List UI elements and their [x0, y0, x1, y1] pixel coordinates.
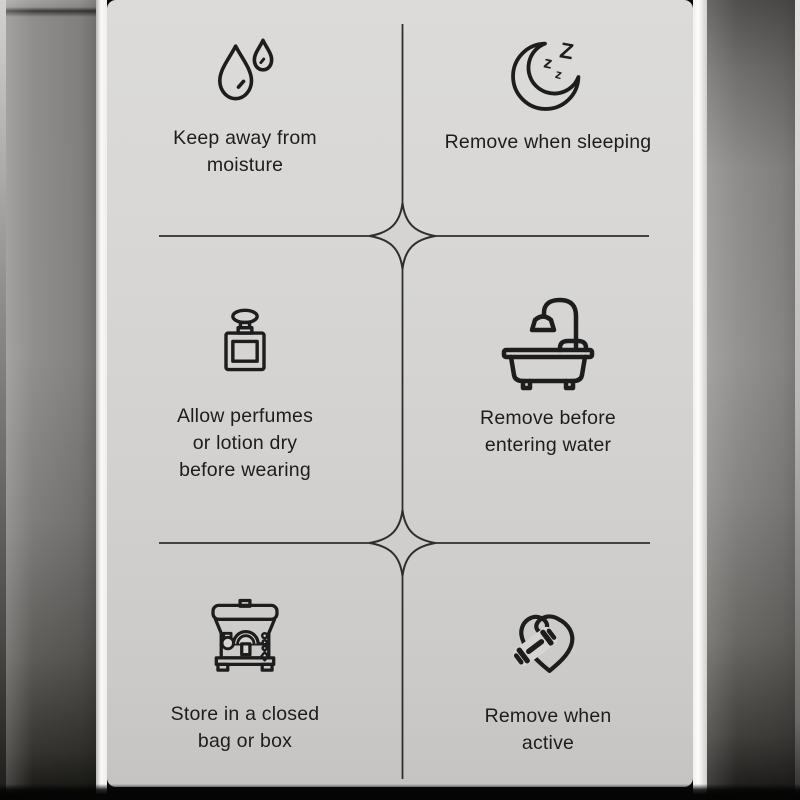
- tile-keep-away-from-moisture: [130, 36, 360, 179]
- sparkle-star-icon: [370, 510, 436, 576]
- caption-line: active: [521, 732, 575, 754]
- tile-remove-when-active: [433, 604, 663, 757]
- tile-remove-when-sleeping: [433, 36, 663, 156]
- tile-caption: [433, 405, 663, 459]
- right-rail-highlight: [693, 0, 707, 800]
- tile-caption: [130, 125, 360, 179]
- sparkle-star-icon: [370, 203, 436, 269]
- caption-line: Allow perfumes: [176, 405, 314, 427]
- tile-remove-before-water: [433, 292, 663, 459]
- caption-line: or lotion dry: [192, 432, 298, 454]
- left-rail-highlight: [96, 0, 107, 800]
- caption-line: Remove when sleeping: [444, 131, 652, 153]
- caption-line: Remove before: [480, 407, 616, 429]
- tile-allow-perfumes-dry: [130, 308, 360, 484]
- caption-line: Keep away from: [173, 127, 317, 149]
- sleeping-moon-icon: [510, 36, 586, 112]
- caption-line: before wearing: [179, 459, 311, 481]
- tile-store-in-closed-box: [130, 598, 360, 755]
- tile-caption: [433, 129, 663, 156]
- left-metal-rail: [0, 0, 107, 800]
- tile-caption: [130, 403, 360, 484]
- water-drops-icon: [209, 36, 281, 108]
- z-glyph: Z: [557, 37, 576, 65]
- bathtub-shower-icon: [498, 292, 598, 392]
- perfume-bottle-icon: [207, 308, 283, 384]
- right-metal-rail: [693, 0, 800, 800]
- jewelry-box-icon: [204, 598, 286, 680]
- bottom-shadow-band: [0, 784, 800, 800]
- z-glyph: z: [542, 52, 555, 73]
- tile-caption: [433, 703, 663, 757]
- caption-line: entering water: [484, 434, 612, 456]
- z-glyph: z: [553, 66, 564, 83]
- heart-dumbbell-icon: [508, 604, 588, 680]
- left-rail-panel: [6, 0, 96, 800]
- caption-line: Remove when: [484, 705, 612, 727]
- caption-line: bag or box: [197, 730, 293, 752]
- right-rail-outer-edge: [795, 0, 800, 800]
- caption-line: moisture: [206, 154, 284, 176]
- right-rail-panel: [707, 0, 795, 800]
- caption-line: Store in a closed: [170, 703, 320, 725]
- tile-caption: [130, 701, 360, 755]
